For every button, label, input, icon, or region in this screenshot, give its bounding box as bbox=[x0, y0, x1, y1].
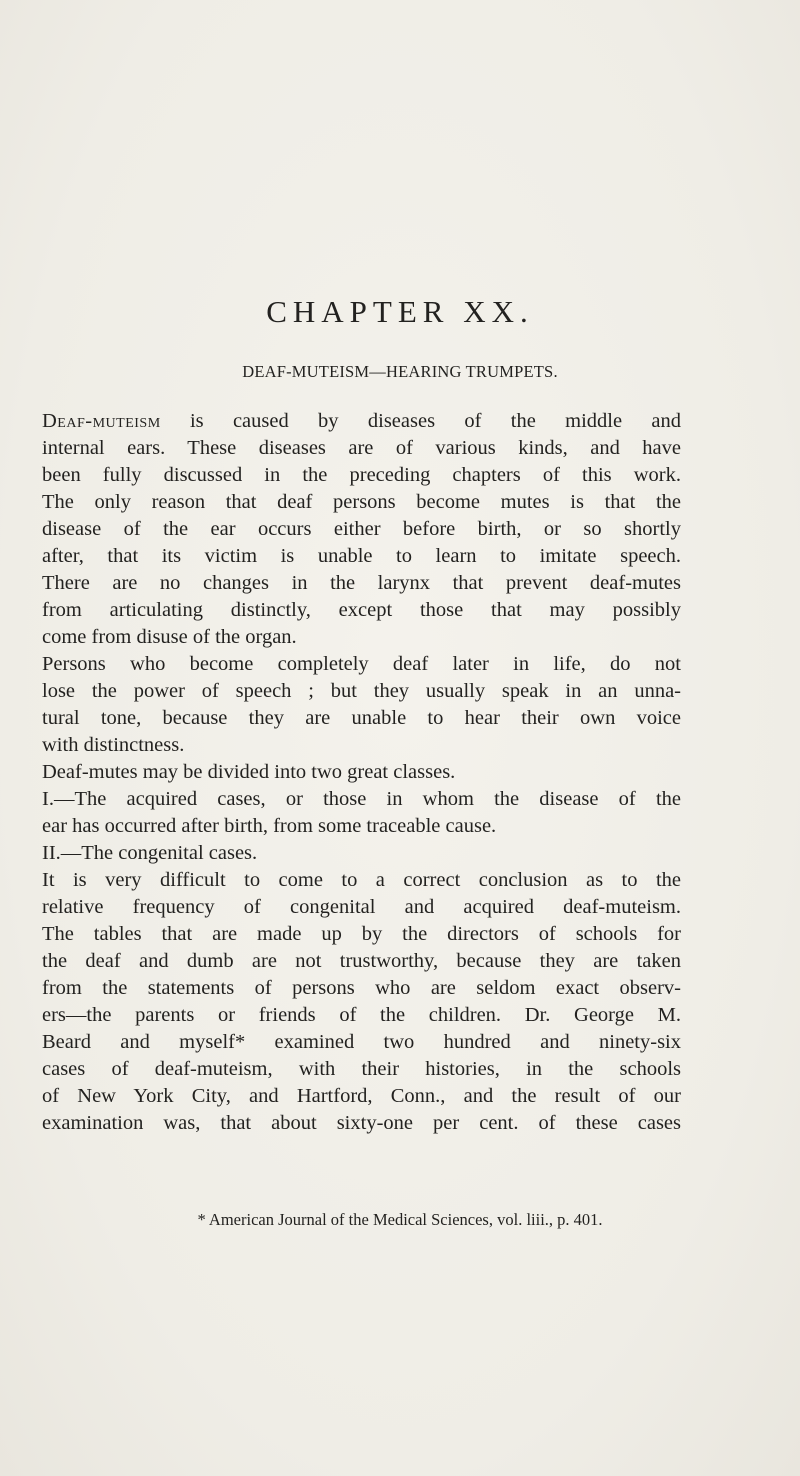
text-line: lose the power of speech ; but they usually speak in an unna- bbox=[42, 680, 681, 702]
text-line: The tables that are made up by the directors of schools for bbox=[42, 923, 681, 945]
text-line bbox=[42, 408, 681, 435]
text-line: tural tone, because they are unable to hear their own voice bbox=[42, 707, 681, 729]
lead-term: Deaf-muteism bbox=[42, 410, 161, 432]
text-line: from articulating distinctly, except those that may possibly bbox=[42, 599, 681, 621]
text-line: of New York City, and Hartford, Conn., and the result of our bbox=[42, 1085, 681, 1107]
text-line: I.—The acquired cases, or those in whom the disease of the bbox=[42, 788, 681, 810]
text-line: disease of the ear occurs either before birth, or so shortly bbox=[42, 518, 681, 540]
text-line: cases of deaf-muteism, with their histories, in the schools bbox=[42, 1058, 681, 1080]
text-line: internal ears. These diseases are of various kinds, and have bbox=[42, 437, 681, 459]
text-line: Beard and myself* examined two hundred and ninety-six bbox=[42, 1031, 681, 1053]
text-line: after, that its victim is unable to learn to imitate speech. bbox=[42, 545, 681, 567]
text-line: It is very difficult to come to a correct conclusion as to the bbox=[42, 869, 681, 891]
chapter-subtitle: DEAF-MUTEISM—HEARING TRUMPETS. bbox=[242, 362, 558, 381]
text-line: Persons who become completely deaf later in life, do not bbox=[42, 653, 681, 675]
text-line: There are no changes in the larynx that prevent deaf-mutes bbox=[42, 572, 681, 594]
text-line: the deaf and dumb are not trustworthy, because they are taken bbox=[42, 950, 681, 972]
text-line: ear has occurred after birth, from some traceable cause. bbox=[42, 815, 497, 837]
text-line: with distinctness. bbox=[42, 734, 185, 756]
footnote: * American Journal of the Medical Sciences, vol. liii., p. 401. bbox=[197, 1210, 603, 1229]
text-line: from the statements of persons who are seldom exact observ- bbox=[42, 977, 681, 999]
chapter-heading: CHAPTER XX. bbox=[266, 294, 534, 329]
text-line: come from disuse of the organ. bbox=[42, 626, 297, 648]
text-line: II.—The congenital cases. bbox=[42, 842, 258, 864]
text-line: Deaf-mutes may be divided into two great classes. bbox=[42, 761, 456, 783]
text-line: relative frequency of congenital and acquired deaf-muteism. bbox=[42, 896, 681, 918]
text-line-rest: is caused by diseases of the middle and bbox=[160, 410, 681, 432]
text-line: been fully discussed in the preceding chapters of this work. bbox=[42, 464, 681, 486]
text-line: examination was, that about sixty-one per cent. of these cases bbox=[42, 1112, 681, 1134]
text-line: The only reason that deaf persons become mutes is that the bbox=[42, 491, 681, 513]
text-line: ers—the parents or friends of the children. Dr. George M. bbox=[42, 1004, 681, 1026]
